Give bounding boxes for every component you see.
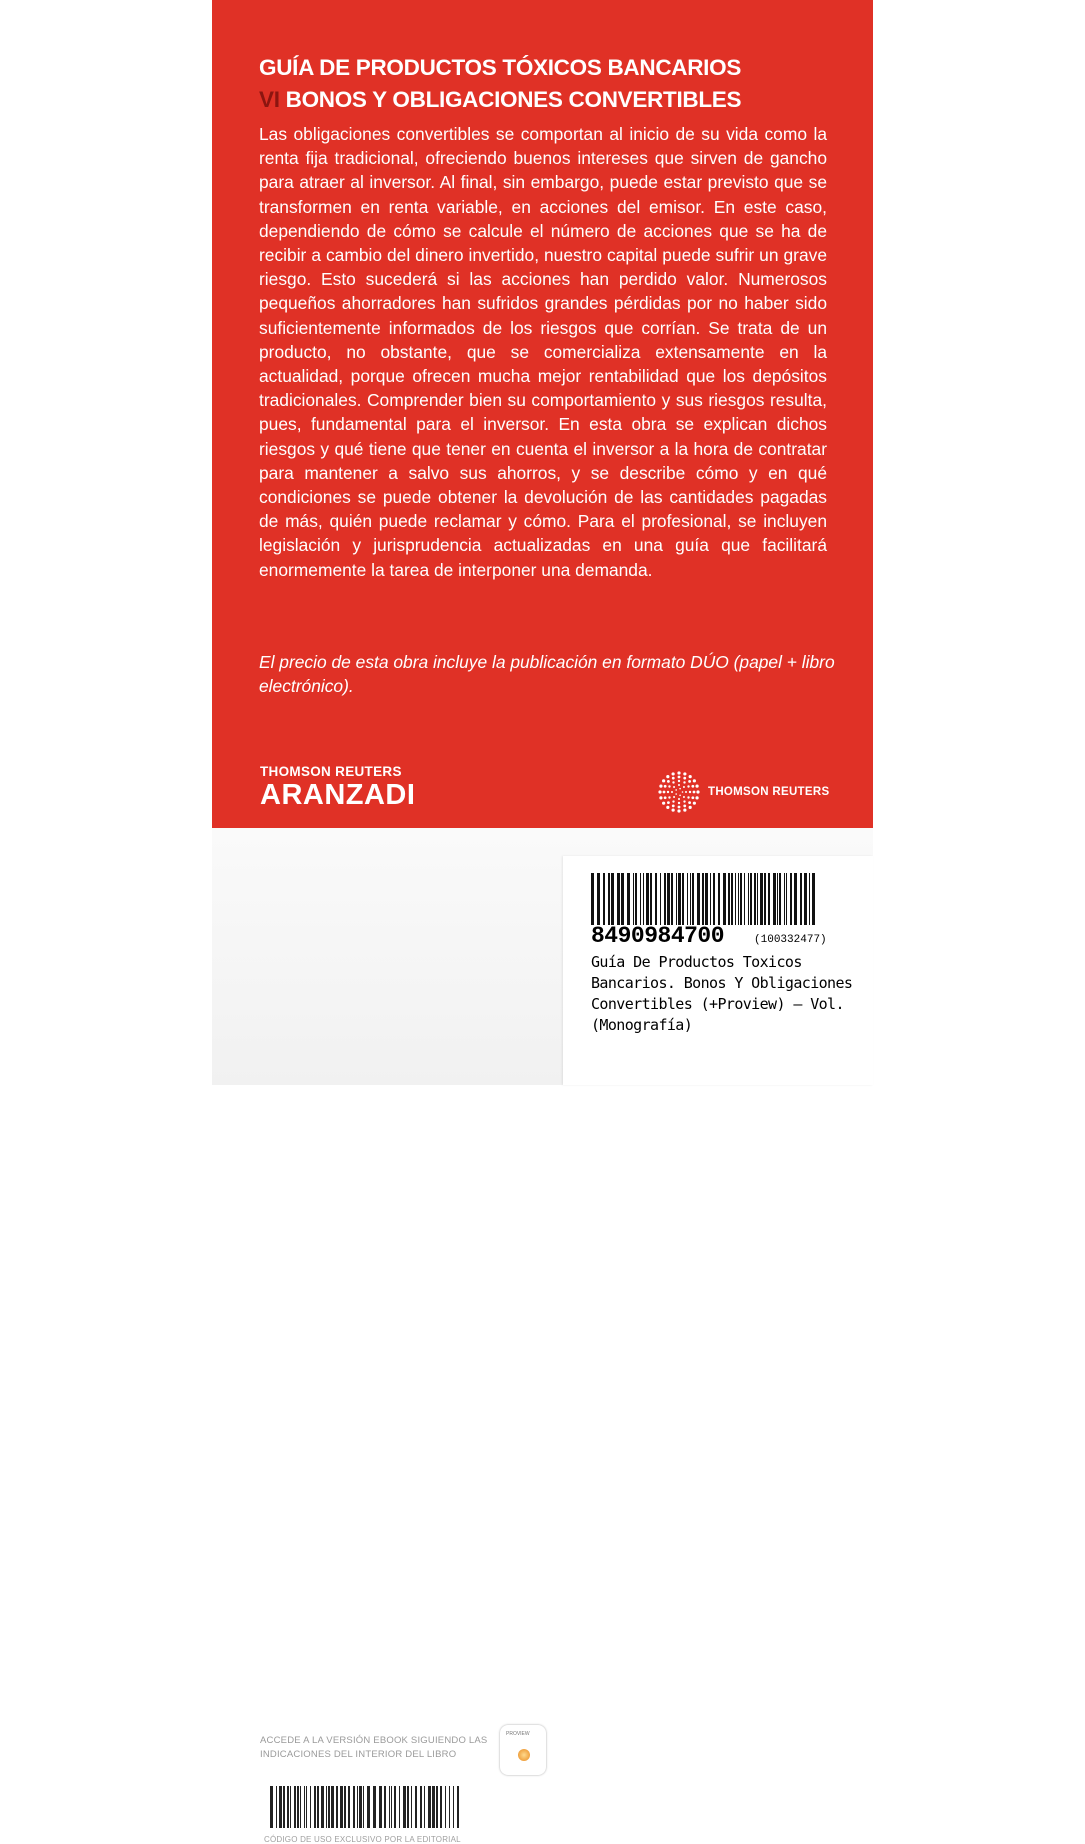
publisher-logo [260, 764, 415, 810]
sticker-title: Guía De Productos Toxicos Bancarios. Bonos Y Obligaciones Convertibles (+Proview) — Vol. (Monografía) [591, 953, 853, 1034]
isbn-row [591, 923, 871, 949]
book-title [259, 52, 839, 116]
title-line-1: GUÍA DE PRODUCTOS TÓXICOS BANCARIOS [259, 55, 742, 80]
proview-icon [500, 1725, 546, 1775]
blurb-text: Las obligaciones convertibles se comportan al inicio de su vida como la renta fija tradicional, ofreciendo buenos intereses que sirven de gancho para atraer al inversor. Al final, sin embargo, puede estar previsto que se transformen en renta variable, en acciones del emisor. En este caso, dependiendo de cómo se calcule el número de acciones que se ha de recibir a cambio del dinero invertido, nuestro capital puede sufrir un grave riesgo. Esto sucederá si las acciones han perdido valor. Numerosos pequeños ahorradores han sufridos grandes pérdidas por no haber sido suficientemente informados de los riesgos que corrían. Se trata de un producto, no obstante, que se comercializa extensamente en la actualidad, porque ofrecen mucha mejor rentabilidad que los depósitos tradicionales. Comprender bien su comportamiento y sus riesgos resulta, pues, fundamental para el inversor. En esta obra se explican dichos riesgos y qué tiene que tener en cuenta el inversor a la hora de contratar para mantener a salvo sus ahorros, y se describe cómo y en qué condiciones se puede obtener la devolución de las cantidades pagadas de más, quién puede reclamar y cómo. Para el profesional, se incluyen legislación y jurisprudencia actualizadas en una guía que facilitará enormemente la tarea de interponer una demanda. [259, 124, 827, 580]
tr-logo-text: THOMSON REUTERS [708, 786, 830, 798]
volume-number: VI [259, 87, 280, 112]
isbn-barcode [591, 873, 816, 925]
tr-dots-icon [658, 771, 700, 813]
subtitle: BONOS Y OBLIGACIONES CONVERTIBLES [285, 87, 742, 112]
proview-label: PROVIEW [506, 1731, 530, 1737]
publisher-small: THOMSON REUTERS [260, 764, 402, 779]
isbn-sticker [563, 856, 873, 1085]
format-note: El precio de esta obra incluye la publicación en formato DÚO (papel + libro electrónico). [259, 652, 835, 697]
proview-dot [518, 1749, 530, 1761]
title-line-2 [259, 84, 839, 116]
isbn-number: 8490984700 [591, 923, 725, 949]
reference-code: (100332477) [754, 934, 827, 946]
usage-code-barcode [270, 1786, 460, 1828]
code-note: CÓDIGO DE USO EXCLUSIVO POR LA EDITORIAL [264, 1835, 461, 1844]
ebook-note: ACCEDE A LA VERSIÓN EBOOK SIGUIENDO LAS INDICACIONES DEL INTERIOR DEL LIBRO [260, 1735, 488, 1760]
publisher-name: ARANZADI [260, 779, 416, 811]
thomson-reuters-logo [658, 771, 829, 813]
red-cover-panel [212, 0, 873, 828]
